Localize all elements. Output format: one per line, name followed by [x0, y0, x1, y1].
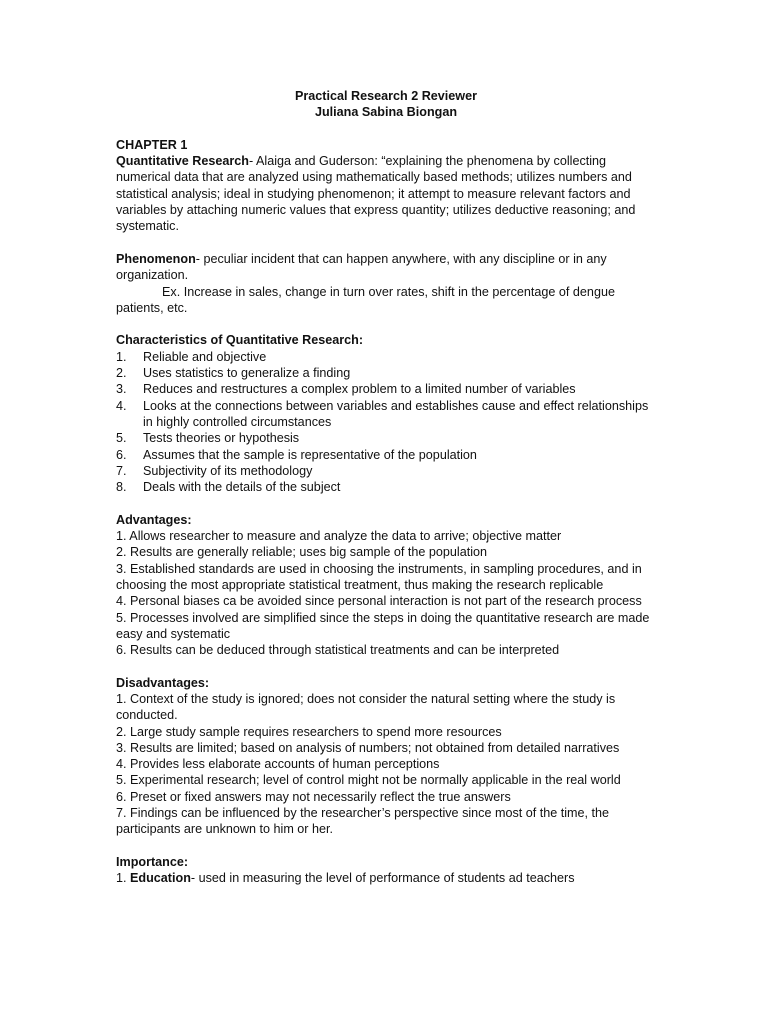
list-item: 2. Results are generally reliable; uses big sample of the population	[116, 545, 488, 560]
list-item: 6. Preset or fixed answers may not necessarily reflect the true answers	[116, 789, 511, 804]
list-item: 7. Subjectivity of its methodology	[116, 463, 313, 478]
list-item: 1. Reliable and objective	[116, 349, 267, 364]
characteristics-heading: Characteristics of Quantitative Research:	[116, 333, 364, 348]
list-item: 8. Deals with the details of the subject	[116, 480, 341, 495]
list-item: 4. Looks at the connections between variables and establishes cause and effect relationships in highly controlled circumstances	[116, 398, 649, 429]
list-item: 5. Experimental research; level of control might not be normally applicable in the real world	[116, 773, 621, 788]
list-item: 3. Results are limited; based on analysis of numbers; not obtained from detailed narratives	[116, 740, 620, 755]
document-title: Practical Research 2 Reviewer	[294, 89, 478, 103]
phenomenon-definition	[116, 251, 656, 284]
list-item: 3. Reduces and restructures a complex problem to a limited number of variables	[116, 382, 576, 397]
characteristics-list	[116, 349, 656, 496]
list-item: 5. Processes involved are simplified since the steps in doing the quantitative research are made easy and systematic	[116, 610, 650, 641]
list-item: 1. Education- used in measuring the level of performance of students ad teachers	[116, 871, 575, 886]
term-phenomenon: Phenomenon	[116, 251, 196, 266]
chapter-heading: CHAPTER 1	[116, 137, 188, 152]
importance-heading: Importance:	[116, 854, 189, 869]
list-item: 4. Personal biases ca be avoided since personal interaction is not part of the research process	[116, 594, 642, 609]
list-item: 7. Findings can be influenced by the researcher’s perspective since most of the time, the participants are unknown to him or her.	[116, 806, 610, 837]
list-item: 3. Established standards are used in choosing the instruments, in sampling procedures, and in choosing the most appropriate statistical treatment, thus making the research replicable	[116, 561, 642, 592]
list-item: 4. Provides less elaborate accounts of human perceptions	[116, 757, 440, 772]
quantitative-research-definition	[116, 153, 656, 234]
phenomenon-example: Ex. Increase in sales, change in turn over rates, shift in the percentage of dengue patients, etc.	[116, 284, 615, 315]
document-body	[116, 88, 656, 887]
list-item: 6. Results can be deduced through statistical treatments and can be interpreted	[116, 643, 560, 658]
list-item: 1. Allows researcher to measure and analyze the data to arrive; objective matter	[116, 529, 562, 544]
quantitative-research-text: - Alaiga and Guderson: “explaining the phenomena by collecting numerical data that are analyzed using mathematically based methods; utilizes numbers and statistical analysis; ideal in studying phenomenon; it attempt to measure relevant factors and variables by attaching numeric values that express quantity; utilizes deductive reasoning; and systematic.	[116, 154, 636, 234]
term-education: Education	[130, 871, 191, 886]
document-author: Juliana Sabina Biongan	[314, 105, 458, 120]
list-item: 2. Uses statistics to generalize a finding	[116, 366, 351, 381]
list-item: 5. Tests theories or hypothesis	[116, 431, 300, 446]
list-item: 1. Context of the study is ignored; does not consider the natural setting where the study is conducted.	[116, 691, 616, 723]
list-item: 2. Large study sample requires researchers to spend more resources	[116, 724, 502, 739]
list-item: 6. Assumes that the sample is representative of the population	[116, 447, 477, 462]
term-quantitative-research: Quantitative Research	[116, 154, 249, 169]
phenomenon-text: - peculiar incident that can happen anywhere, with any discipline or in any organization.	[116, 251, 607, 283]
disadvantages-heading: Disadvantages:	[116, 675, 210, 690]
advantages-heading: Advantages:	[116, 512, 192, 527]
